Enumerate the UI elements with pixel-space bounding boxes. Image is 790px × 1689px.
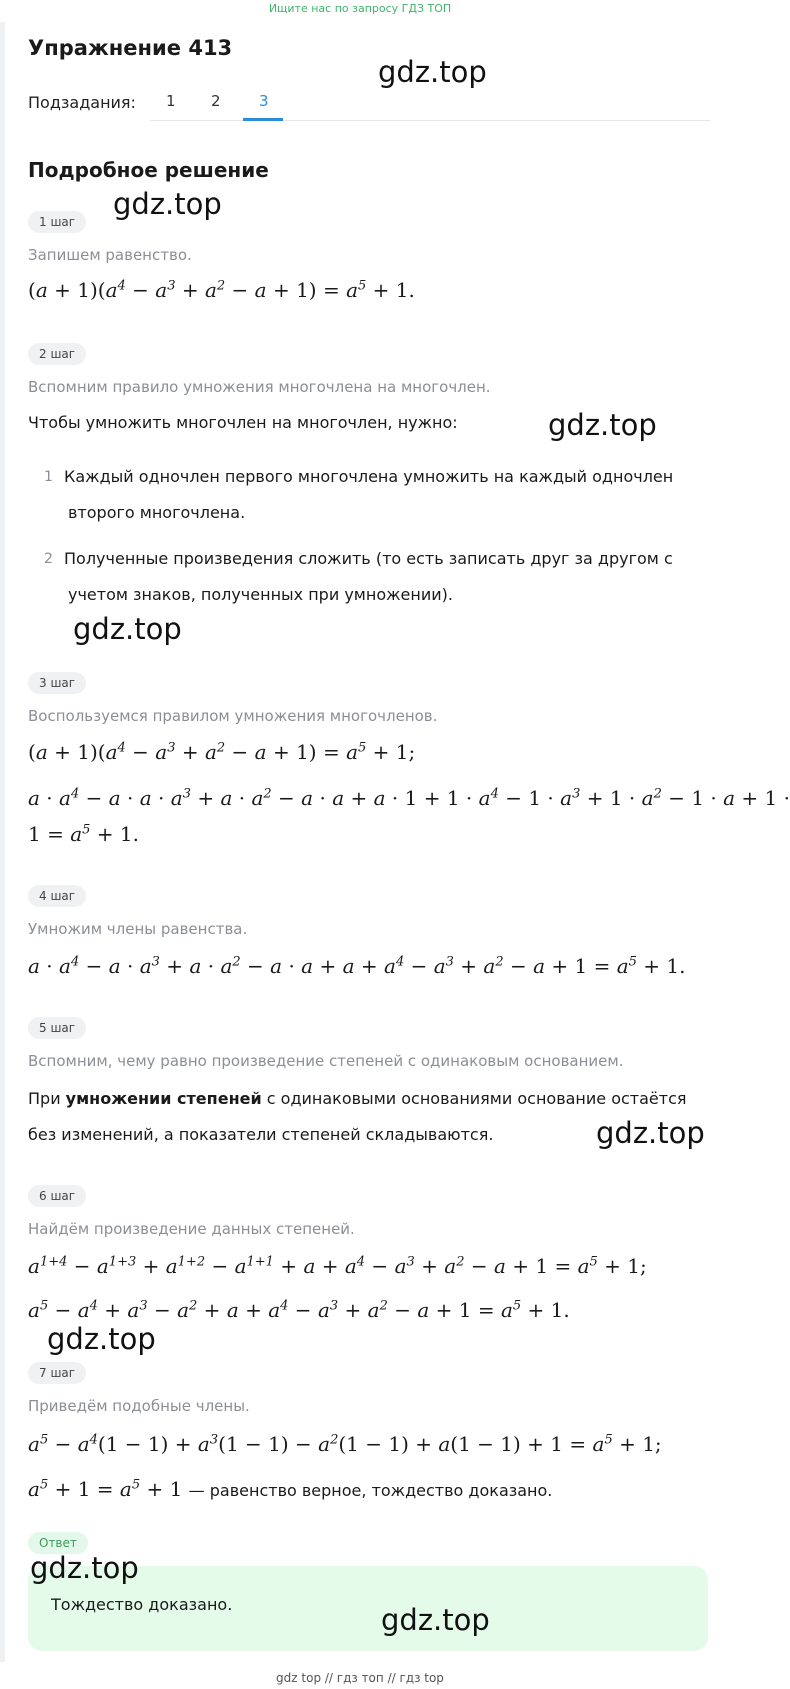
watermark: gdz.top — [548, 408, 657, 442]
list-item-line: Полученные произведения сложить (то есть записать друг за другом с — [64, 549, 673, 568]
watermark: gdz.top — [73, 612, 182, 646]
page-title: Упражнение 413 — [28, 36, 233, 60]
list-item-line: второго многочлена. — [68, 503, 246, 522]
rule-text-pre: При — [28, 1089, 66, 1108]
equation: $a^5 + 1 = a^5 + 1$ — [28, 1477, 189, 1501]
answer-text: Тождество доказано. — [51, 1595, 233, 1614]
step-badge: 6 шаг — [28, 1185, 86, 1207]
step-badge: 1 шаг — [28, 211, 86, 233]
equation: $a^5 - a^4 + a^3 - a^2 + a + a^4 - a^3 + a^2 - a + 1 = a^5 + 1$. — [28, 1298, 570, 1322]
top-banner[interactable]: Ищите нас по запросу ГДЗ ТОП — [268, 2, 452, 15]
list-item-number: 1 — [44, 469, 53, 485]
tab-subtask-1[interactable]: 1 — [166, 92, 176, 110]
step-badge: 3 шаг — [28, 672, 86, 694]
watermark: gdz.top — [596, 1116, 705, 1150]
equation: $1 = a^5 + 1$. — [28, 822, 139, 846]
equation: $(a + 1)(a^4 - a^3 + a^2 - a + 1) = a^5 + 1$; — [28, 740, 416, 764]
step-description: Вспомним правило умножения многочлена на многочлен. — [28, 378, 491, 396]
rule-text: Чтобы умножить многочлен на многочлен, нужно: — [28, 413, 458, 432]
step-badge: 7 шаг — [28, 1362, 86, 1384]
watermark: gdz.top — [113, 187, 222, 221]
section-title: Подробное решение — [28, 158, 269, 182]
answer-badge: Ответ — [28, 1532, 88, 1554]
step-description: Воспользуемся правилом умножения многочленов. — [28, 707, 438, 725]
step-badge: 4 шаг — [28, 885, 86, 907]
step-description: Приведём подобные члены. — [28, 1397, 250, 1415]
subtasks-label: Подзадания: — [28, 93, 136, 112]
list-item-line: Каждый одночлен первого многочлена умножить на каждый одночлен — [64, 467, 674, 486]
step-description: Умножим члены равенства. — [28, 920, 248, 938]
watermark: gdz.top — [381, 1603, 490, 1637]
equation: $a \cdot a^4 - a \cdot a^3 + a \cdot a^2 - a \cdot a + a + a^4 - a^3 + a^2 - a + 1 = a^5 + 1$. — [28, 954, 686, 978]
list-item-number: 2 — [44, 551, 53, 567]
step-description: Вспомним, чему равно произведение степеней с одинаковым основанием. — [28, 1052, 624, 1070]
rule-text — [28, 1089, 687, 1108]
rule-text: без изменений, а показатели степеней складываются. — [28, 1125, 494, 1144]
tab-subtask-2[interactable]: 2 — [211, 92, 221, 110]
footer-links[interactable]: gdz top // гдз топ // гдз top — [276, 1671, 444, 1685]
watermark: gdz.top — [47, 1322, 156, 1356]
equation: $a^{1+4} - a^{1+3} + a^{1+2} - a^{1+1} + a + a^4 - a^3 + a^2 - a + 1 = a^5 + 1$; — [28, 1254, 647, 1278]
left-divider — [0, 22, 5, 1662]
watermark: gdz.top — [378, 55, 487, 89]
conclusion-line — [28, 1477, 552, 1501]
equation: $(a + 1)(a^4 - a^3 + a^2 - a + 1) = a^5 + 1$. — [28, 278, 415, 302]
step-badge: 5 шаг — [28, 1017, 86, 1039]
step-badge: 2 шаг — [28, 343, 86, 365]
step-description: Запишем равенство. — [28, 246, 192, 264]
conclusion-text: — равенство верное, тождество доказано. — [188, 1481, 553, 1500]
rule-text-post: с одинаковыми основаниями основание остаётся — [261, 1089, 687, 1108]
equation: $a^5 - a^4(1 - 1) + a^3(1 - 1) - a^2(1 - 1) + a(1 - 1) + 1 = a^5 + 1$; — [28, 1432, 662, 1456]
tabs-divider — [150, 120, 710, 121]
step-description: Найдём произведение данных степеней. — [28, 1220, 355, 1238]
rule-text-bold: умножении степеней — [65, 1089, 262, 1108]
equation: $a \cdot a^4 - a \cdot a \cdot a^3 + a \cdot a^2 - a \cdot a + a \cdot 1 + 1 \cdot a^4 - 1 \cdot a^3 + 1 \cdot a^2 - 1 \cdot a + 1$ · — [28, 786, 790, 810]
list-item-line: учетом знаков, полученных при умножении). — [68, 585, 453, 604]
tab-subtask-3[interactable]: 3 — [259, 92, 269, 110]
watermark: gdz.top — [30, 1551, 139, 1585]
active-tab-indicator — [243, 118, 283, 121]
